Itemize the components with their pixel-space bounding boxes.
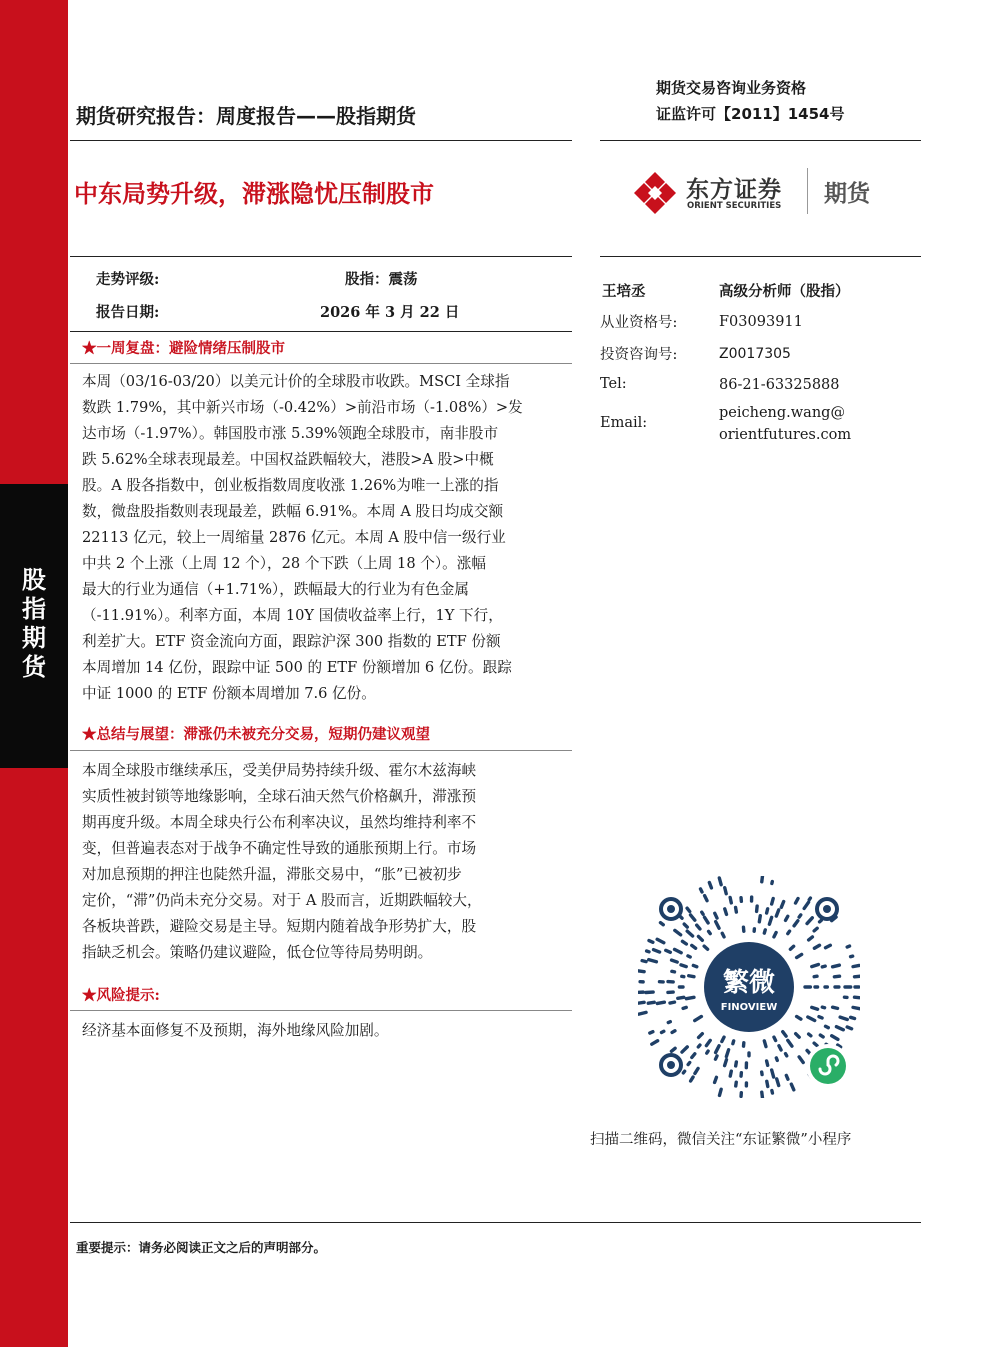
section-rule [70,1010,572,1011]
page-title: 中东局势升级，滞涨隐忧压制股市 [74,180,434,208]
header-rule-left [70,140,572,141]
section-rule [70,363,572,364]
section-heading-risk: ★风险提示: [82,987,160,1004]
license-line-2: 证监许可【2011】1454号 [656,105,845,123]
analyst-title: 高级分析师（股指） [719,283,850,300]
qr-center-brand: FINOVIEW [720,1002,778,1013]
qr-caption: 扫描二维码，微信关注“东证繁微”小程序 [590,1132,852,1148]
section-body-risk: 经济基本面修复不及预期，海外地缘风险加剧。 [82,1022,389,1039]
section-rule [70,750,572,751]
analyst-rule-top [600,256,921,257]
tel-value: 86-21-63325888 [719,377,840,393]
report-type: 期货研究报告：周度报告——股指期货 [76,104,416,128]
rating-label: 走势评级: [96,271,160,288]
section-heading-review: ★一周复盘：避险情绪压制股市 [82,340,285,357]
email-label: Email: [600,415,648,431]
license-line-1: 期货交易咨询业务资格 [656,79,807,97]
footer-rule [70,1222,921,1223]
section-body-outlook: 本周全球股市继续承压，受美伊局势持续升级、霍尔木兹海峡 实质性被封锁等地缘影响，全球石油天然气价格飙升，滞涨预 期再度升级。本周全球央行公布利率决议，虽然均维持利率不 变，但普遍表态对于战争不确定性导致的通胀预期上行。市场 对加息预期的押注也陡然升温，滞胀交易中，“胀”已被初步 定价，“滞”仍尚未充分交易。对于 A 股而言，近期跌幅较大， 各板块普跌，避险交易是主导。短期内随着战争形势扩大，股 指缺乏机会。策略仍建议避险，低仓位等待局势明朗。 [82,762,482,961]
rating-value: 股指：震荡 [345,271,418,288]
date-value: 2026 年 3 月 22 日 [320,304,460,321]
invest-consult-value: Z0017305 [719,346,791,362]
email-value-line2: orientfutures.com [719,427,852,443]
side-tab-label: 股 指 期 货 [22,566,46,681]
qualification-label: 从业资格号: [600,315,678,331]
mini-program-qr-code[interactable] [638,876,860,1098]
footer-note: 重要提示：请务必阅读正文之后的声明部分。 [76,1240,327,1255]
logo-brand-en: ORIENT SECURITIES [687,201,782,211]
company-logo [632,168,882,218]
date-label: 报告日期: [96,304,160,321]
logo-brand-cn: 东方证券 [686,177,782,203]
meta-rule-bottom [70,331,572,332]
tel-label: Tel: [600,376,627,392]
meta-rule-top [70,256,572,257]
qualification-value: F03093911 [719,314,803,330]
section-body-review: 本周（03/16-03/20）以美元计价的全球股市收跌。MSCI 全球指 数跌 1.79%，其中新兴市场（-0.42%）>前沿市场（-1.08%）>发 达市场（-1.97%）。韩国股市涨 5.39%领跑全球股市，南非股市 跌 5.62%全球表现最差。中国权益跌幅较大，港股>A 股>中概 股。A 股各指数中，创业板指数周度收涨 1.26%为唯一上涨的指 数，微盘股指数则表现最差，跌幅 6.91%。本周 A 股日均成交额 22113 亿元，较上一周缩量 2876 亿元。本周 A 股中信一级行业 中共 2 个上涨（上周 12 个），28 个下跌（上周 18 个）。涨幅 最大的行业为通信（+1.71%），跌幅最大的行业为有色金属 （-11.91%）。利率方面，本周 10Y 国债收益率上行，1Y 下行， 利差扩大。ETF 资金流向方面，跟踪沪深 300 指数的 ETF 份额 本周增加 14 亿份，跟踪中证 500 的 ETF 份额增加 6 亿份。跟踪 中证 1000 的 ETF 份额本周增加 7.6 亿份。 [82,373,523,702]
header-rule-right [600,140,921,141]
invest-consult-label: 投资咨询号: [600,347,678,363]
logo-sub: 期货 [824,181,870,207]
qr-center-text: 繁微 [722,968,775,998]
mini-program-icon [809,1047,847,1085]
email-value-line1: peicheng.wang@ [719,405,845,421]
section-heading-outlook: ★总结与展望：滞涨仍未被充分交易，短期仍建议观望 [82,726,430,743]
analyst-name: 王培丞 [602,283,646,300]
logo-divider [807,168,808,214]
orient-logo-icon [632,170,678,216]
